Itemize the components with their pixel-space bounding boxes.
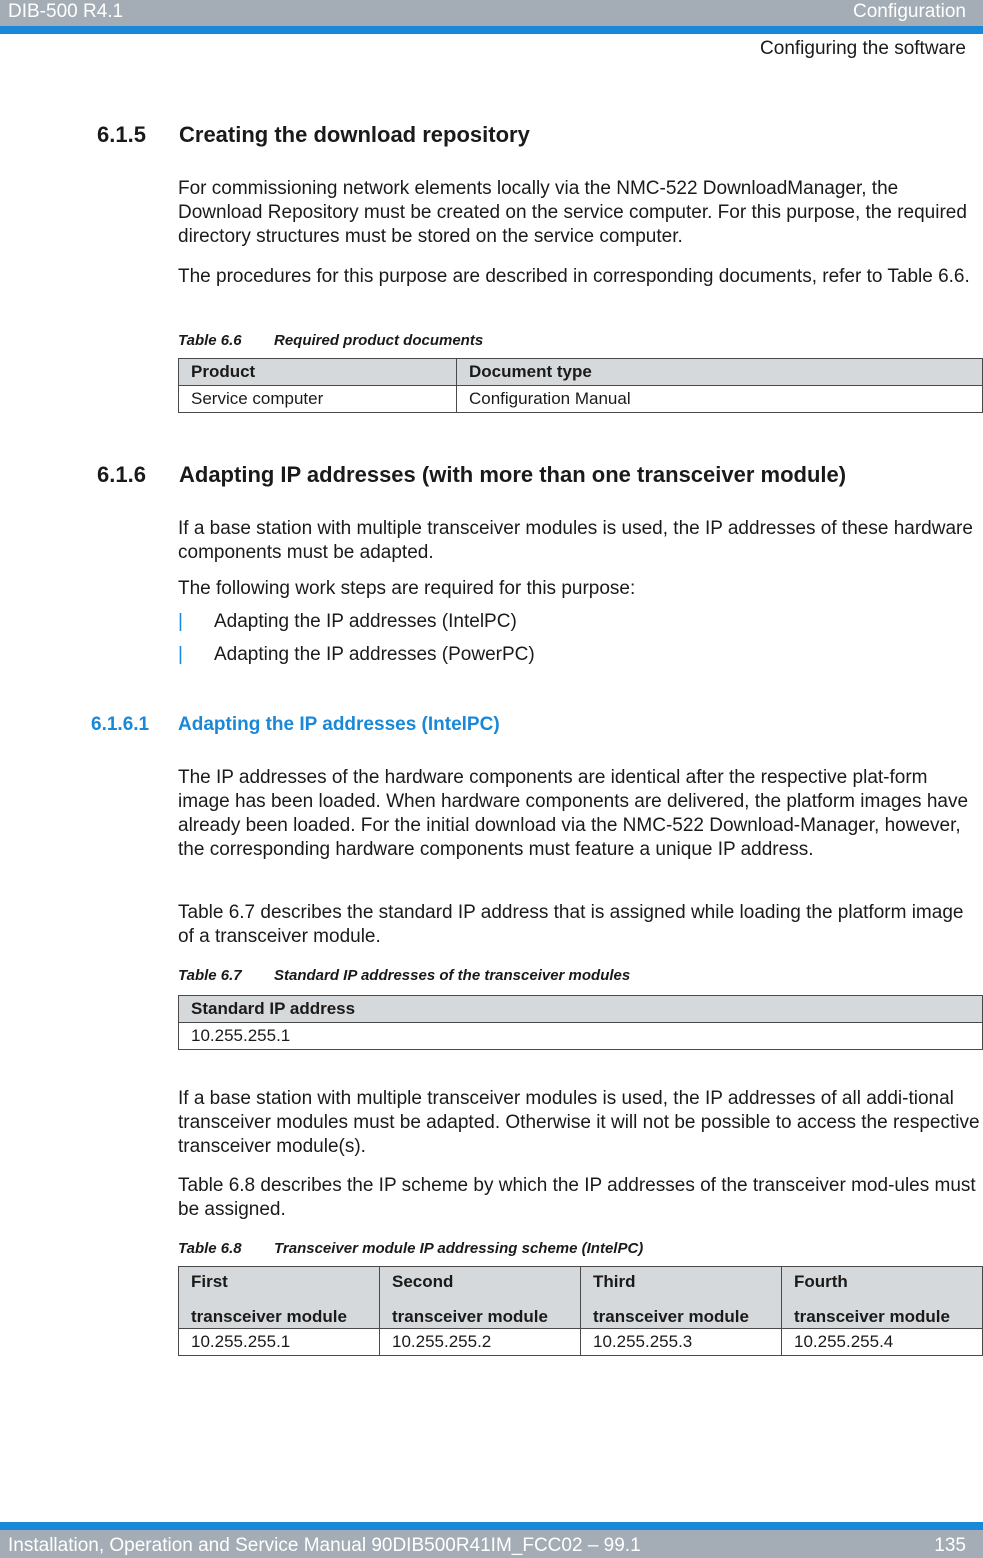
header-line-1: Fourth (794, 1272, 848, 1291)
table-68-caption (178, 1240, 643, 1258)
column-header: Standard IP address (179, 996, 983, 1023)
caption-text: Transceiver module IP addressing scheme (IntelPC) (274, 1240, 644, 1257)
paragraph: If a base station with multiple transceiver modules is used, the IP addresses of these hardware components must be adapted. (178, 518, 973, 563)
header-line-1: Second (392, 1272, 454, 1291)
table-row (179, 1023, 983, 1050)
caption-number: Table 6.8 (178, 1240, 242, 1257)
table-66-caption (178, 332, 483, 350)
header-bar (0, 0, 983, 26)
section-number: 6.1.6.1 (91, 714, 150, 735)
table-68 (178, 1266, 983, 1356)
header-line-2: transceiver module (191, 1307, 347, 1326)
bullet-marker: | (178, 644, 183, 665)
table-cell: Configuration Manual (457, 386, 983, 413)
table-header-row (179, 996, 983, 1023)
header-line-2: transceiver module (794, 1307, 950, 1326)
list-item-text: Adapting the IP addresses (IntelPC) (214, 611, 517, 632)
table-cell: 10.255.255.3 (581, 1329, 782, 1356)
table-cell: 10.255.255.4 (782, 1329, 983, 1356)
table-cell: 10.255.255.1 (179, 1023, 983, 1050)
footer-accent-line (0, 1522, 983, 1530)
column-header (380, 1267, 581, 1329)
header-line-1: First (191, 1272, 228, 1291)
table-cell: 10.255.255.2 (380, 1329, 581, 1356)
footer-manual-title: Installation, Operation and Service Manual 90DIB500R41IM_FCC02 – 99.1 (8, 1535, 641, 1556)
header-accent-line (0, 26, 983, 34)
table-67 (178, 995, 983, 1050)
section-title: Adapting the IP addresses (IntelPC) (178, 714, 500, 735)
paragraph: Table 6.7 describes the standard IP address that is assigned while loading the platform image of a transceiver module. (178, 902, 964, 947)
table-header-row (179, 1267, 983, 1329)
paragraph: The procedures for this purpose are described in corresponding documents, refer to Table 6.6. (178, 266, 970, 287)
paragraph: For commissioning network elements locally via the NMC-522 DownloadManager, the Download Repository must be created on the service computer. For this purpose, the required directory structures must be stored on the service computer. (178, 178, 967, 247)
caption-number: Table 6.6 (178, 332, 242, 349)
column-header (581, 1267, 782, 1329)
header-doc-id: DIB-500 R4.1 (8, 1, 124, 22)
section-title: Creating the download repository (179, 122, 530, 147)
paragraph: Table 6.8 describes the IP scheme by which the IP addresses of the transceiver mod-ules must be assigned. (178, 1175, 976, 1220)
caption-text: Standard IP addresses of the transceiver modules (274, 967, 631, 984)
paragraph: The following work steps are required for this purpose: (178, 578, 636, 599)
page-number: 135 (934, 1535, 966, 1556)
table-row (179, 1329, 983, 1356)
header-chapter: Configuration (852, 1, 966, 22)
column-header: Document type (457, 359, 983, 386)
header-line-1: Third (593, 1272, 636, 1291)
table-cell: 10.255.255.1 (179, 1329, 380, 1356)
header-line-2: transceiver module (593, 1307, 749, 1326)
header-line-2: transceiver module (392, 1307, 548, 1326)
paragraph: The IP addresses of the hardware components are identical after the respective plat-form image has been loaded. When hardware components are delivered, the platform images have already been loaded. For the initial download via the NMC-522 Download-Manager, however, the corresponding hardware components must feature a unique IP address. (178, 767, 969, 860)
table-67-caption (178, 967, 630, 985)
column-header (179, 1267, 380, 1329)
bullet-marker: | (178, 611, 183, 632)
section-number: 6.1.6 (97, 462, 146, 487)
column-header (782, 1267, 983, 1329)
caption-text: Required product documents (274, 332, 484, 349)
table-row (179, 386, 983, 413)
table-cell: Service computer (179, 386, 457, 413)
header-subsection: Configuring the software (760, 38, 966, 59)
column-header: Product (179, 359, 457, 386)
table-header-row (179, 359, 983, 386)
paragraph: If a base station with multiple transceiver modules is used, the IP addresses of all addi-tional transceiver modules must be adapted. Otherwise it will not be possible to access the respective transceiver module(s). (178, 1088, 980, 1157)
list-item-text: Adapting the IP addresses (PowerPC) (214, 644, 535, 665)
section-title: Adapting IP addresses (with more than one transceiver module) (179, 462, 847, 487)
caption-number: Table 6.7 (178, 967, 242, 984)
table-66 (178, 358, 983, 413)
section-number: 6.1.5 (97, 122, 146, 147)
